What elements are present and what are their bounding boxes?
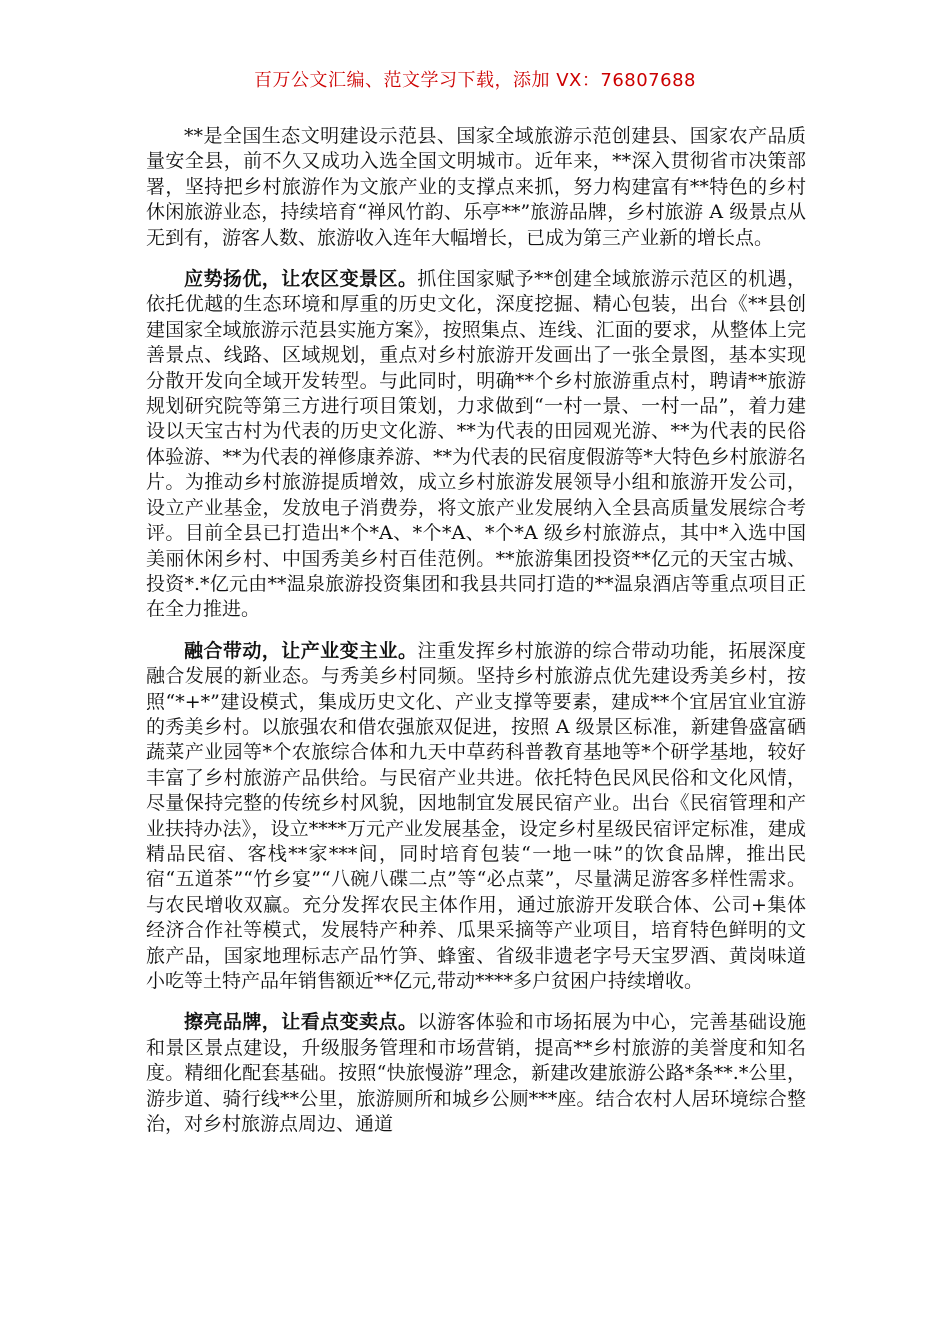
paragraph-section-2 xyxy=(146,639,806,995)
paragraph-section-3 xyxy=(146,1010,806,1137)
paragraph-lead: 融合带动，让产业变主业。 xyxy=(184,639,418,662)
paragraph-intro xyxy=(146,124,806,251)
paragraph-lead: 擦亮品牌，让看点变卖点。 xyxy=(184,1011,418,1034)
paragraph-section-1 xyxy=(146,267,806,623)
paragraph-text: 抓住国家赋予**创建全域旅游示范区的机遇，依托优越的生态环境和厚重的历史文化，深度挖掘、精心包装，出台《**县创建国家全域旅游示范县实施方案》，按照集点、连线、汇面的要求，从整体上完善景点、线路、区域规划，重点对乡村旅游开发画出了一张全景图，基本实现分散开发向全域开发转型。与此同时，明确**个乡村旅游重点村，聘请**旅游规划研究院等第三方进行项目策划，力求做到“一村一景、一村一品”，着力建设以天宝古村为代表的历史文化游、**为代表的田园观光游、**为代表的民俗体验游、**为代表的禅修康养游、**为代表的民宿度假游等*大特色乡村旅游名片。为推动乡村旅游提质增效，成立乡村旅游发展领导小组和旅游开发公司，设立产业基金，发放电子消费券，将文旅产业发展纳入全县高质量发展综合考评。目前全县已打造出*个*A、*个*A、*个*A 级乡村旅游点，其中*入选中国美丽休闲乡村、中国秀美乡村百佳范例。**旅游集团投资**亿元的天宝古城、投资*.*亿元由**温泉旅游投资集团和我县共同打造的**温泉酒店等重点项目正在全力推进。 xyxy=(146,268,806,621)
paragraph-text: 以游客体验和市场拓展为中心，完善基础设施和景区景点建设，升级服务管理和市场营销，提高**乡村旅游的美誉度和知名度。精细化配套基础。按照“快旅慢游”理念，新建改建旅游公路*条**.*公里，游步道、骑行线**公里，旅游厕所和城乡公厕***座。结合农村人居环境综合整治，对乡村旅游点周边、通道 xyxy=(146,1011,806,1136)
paragraph-text: 注重发挥乡村旅游的综合带动功能，拓展深度融合发展的新业态。与秀美乡村同频。坚持乡村旅游点优先建设秀美乡村，按照“*+*”建设模式，集成历史文化、产业支撑等要素，建成**个宜居宜业宜游的秀美乡村。以旅强农和借农强旅双促进，按照 A 级景区标准，新建鲁盛富硒蔬菜产业园等*个农旅综合体和九天中草药科普教育基地等*个研学基地，较好丰富了乡村旅游产品供给。与民宿产业共进。依托特色民风民俗和文化风情，尽量保持完整的传统乡村风貌，因地制宜发展民宿产业。出台《民宿管理和产业扶持办法》，设立****万元产业发展基金，设定乡村星级民宿评定标准，建成精品民宿、客栈**家***间，同时培育包装“一地一味”的饮食品牌，推出民宿“五道茶”“竹乡宴”“八碗八碟二点”等“必点菜”，尽量满足游客多样性需求。与农民增收双赢。充分发挥农民主体作用，通过旅游开发联合体、公司+集体经济合作社等模式，发展特产种养、瓜果采摘等产业项目，培育特色鲜明的文旅产品，国家地理标志产品竹笋、蜂蜜、省级非遗老字号天宝罗酒、黄岗味道小吃等土特产品年销售额近**亿元,带动****多户贫困户持续增收。 xyxy=(146,639,806,992)
download-banner: 百万公文汇编、范文学习下载，添加 VX：76807688 xyxy=(254,70,696,91)
article-body xyxy=(146,124,806,1153)
paragraph-lead: 应势扬优，让农区变景区。 xyxy=(184,268,418,291)
paragraph-text: **是全国生态文明建设示范县、国家全域旅游示范创建县、国家农产品质量安全县，前不久又成功入选全国文明城市。近年来，**深入贯彻省市决策部署，坚持把乡村旅游作为文旅产业的支撑点来抓，努力构建富有**特色的乡村休闲旅游业态，持续培育“禅风竹韵、乐亭**”旅游品牌，乡村旅游 A 级景点从无到有，游客人数、旅游收入连年大幅增长，已成为第三产业新的增长点。 xyxy=(146,125,806,249)
